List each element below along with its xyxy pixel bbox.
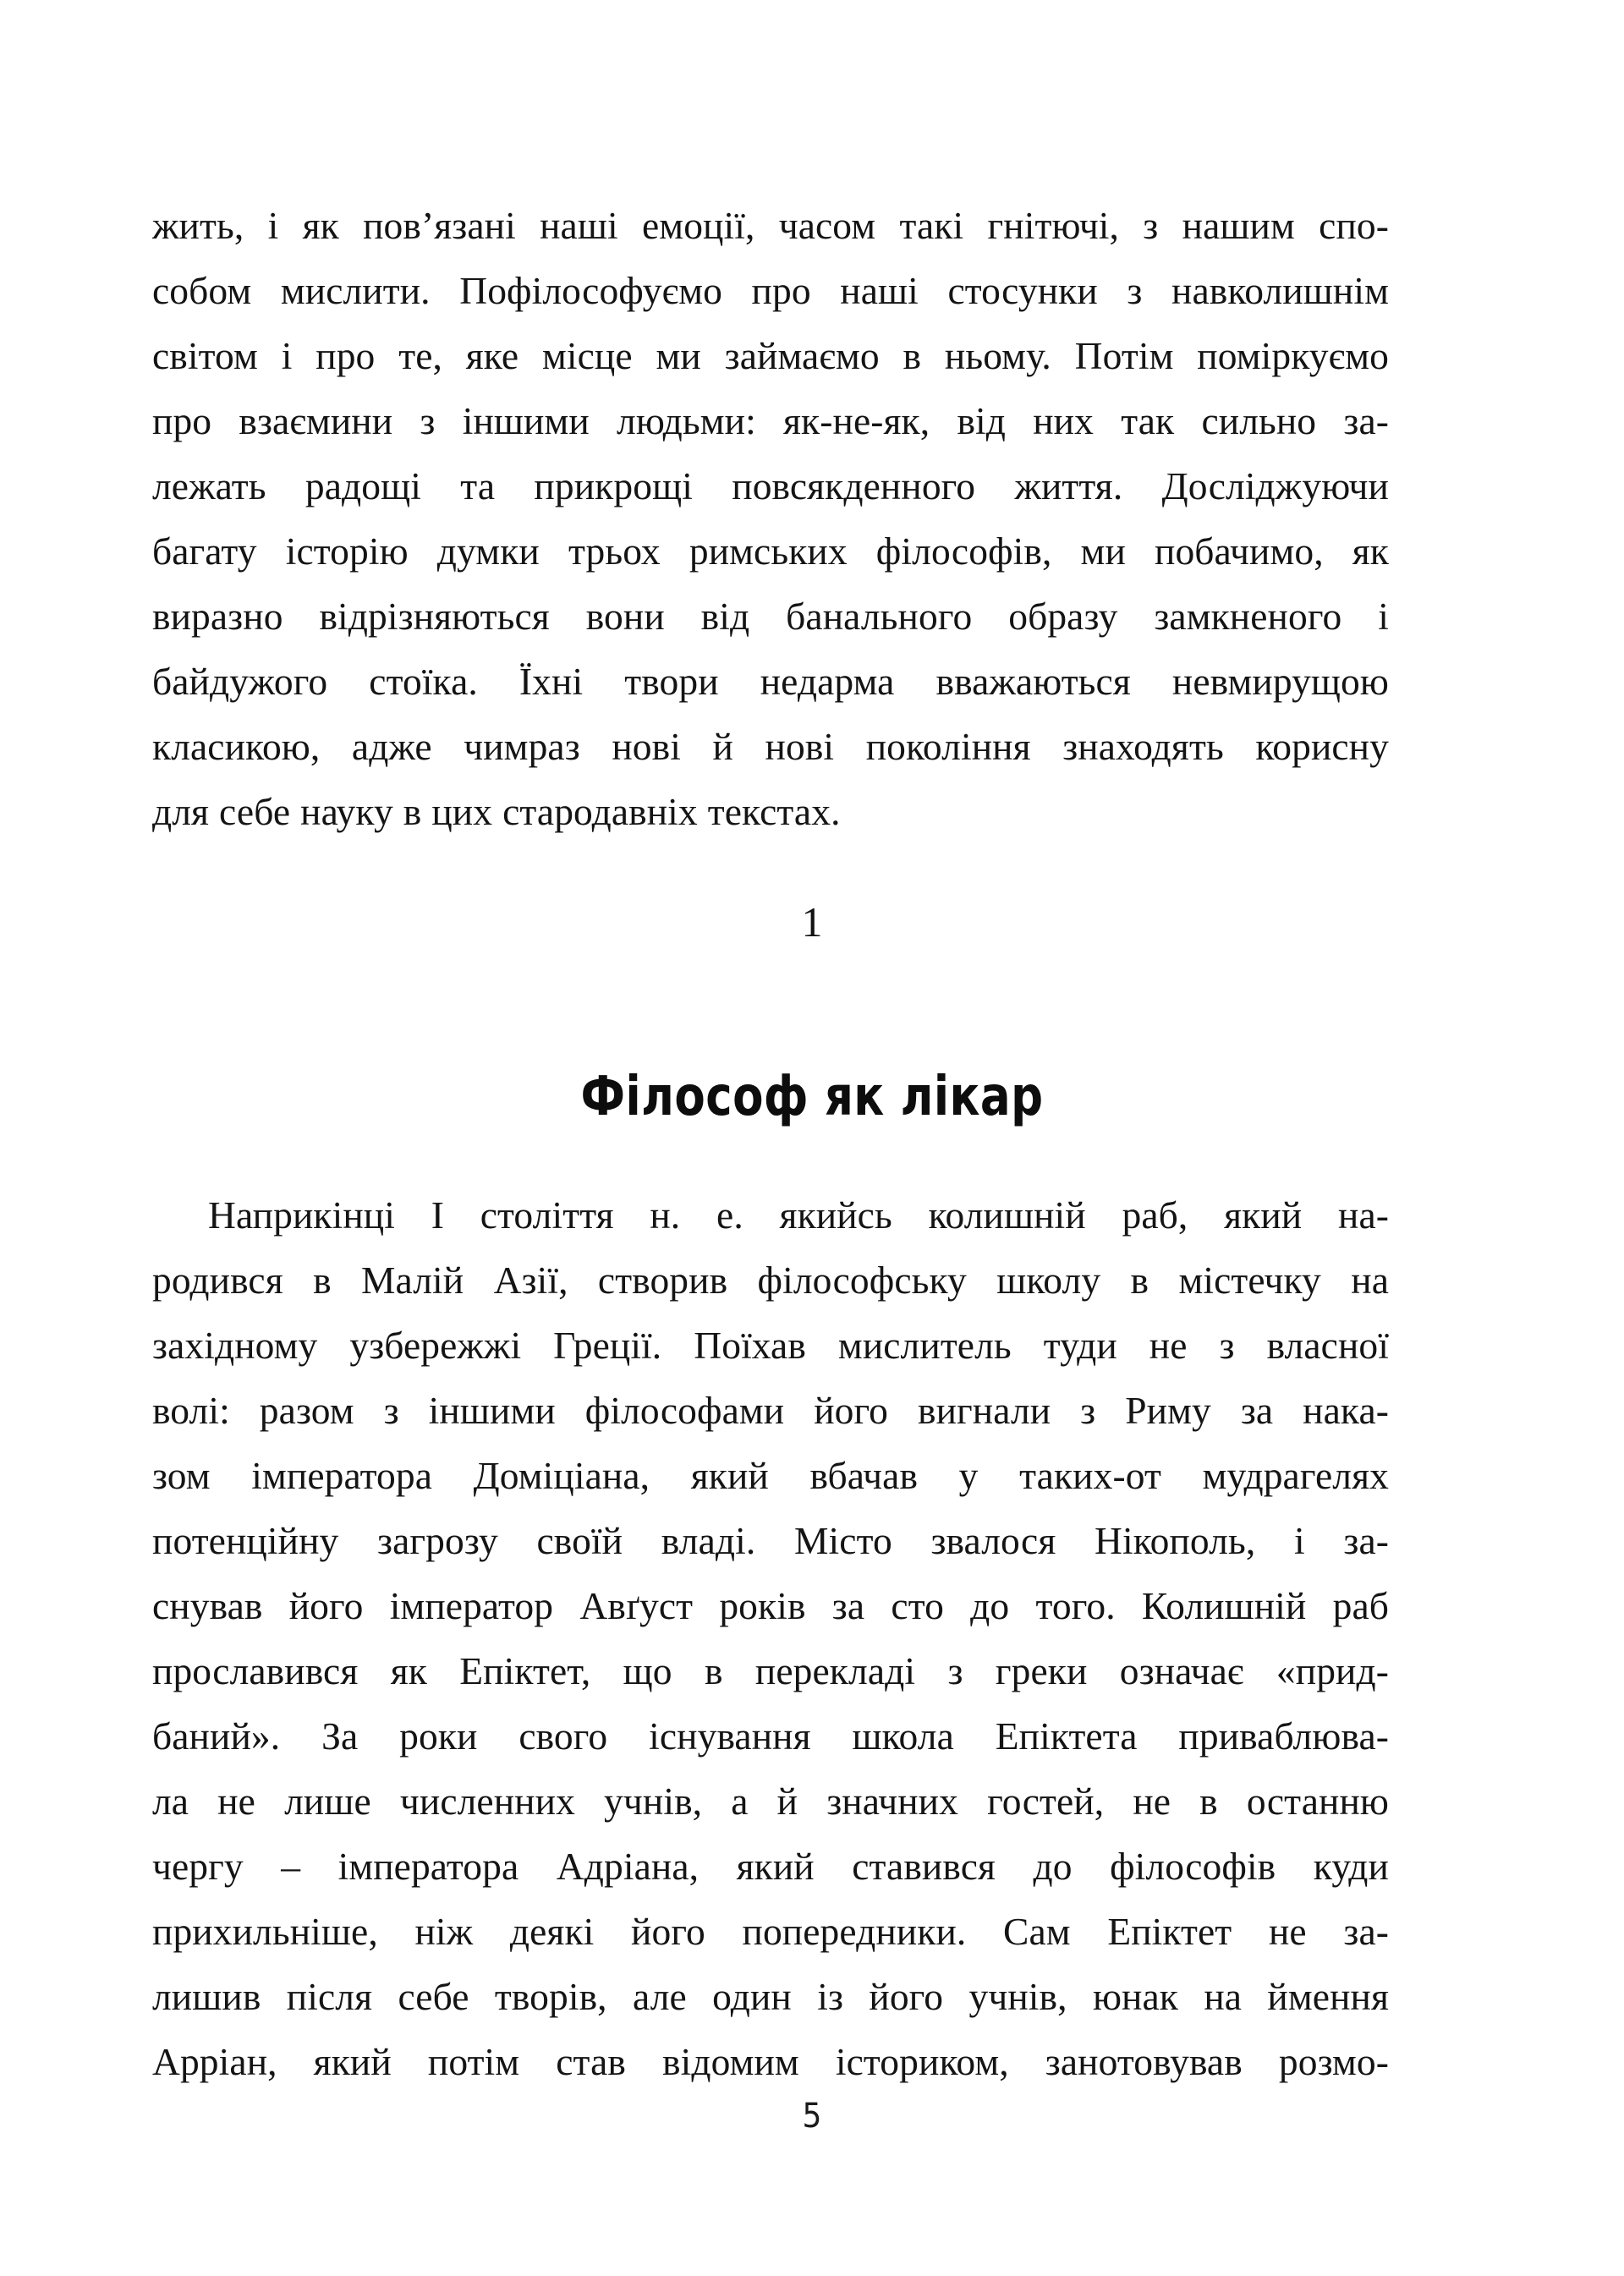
paragraph-line: баний». За роки свого існування школа Епіктета приваблюва-	[152, 1714, 1389, 1758]
paragraph-line: байдужого стоїка. Їхні твори недарма вважаються невмирущою	[152, 660, 1389, 703]
paragraph-line-first-text: Наприкінці I століття н. е. якийсь колишній раб, який на-	[208, 1193, 1389, 1237]
chapter-number: 1	[801, 898, 823, 946]
paragraph-line: світом і про те, яке місце ми займаємо в ньому. Потім поміркуємо	[152, 334, 1389, 377]
chapter-title: Філософ як лікар	[580, 1065, 1044, 1128]
paragraph-line: лежать радощі та прикрощі повсякденного життя. Досліджуючи	[152, 464, 1389, 507]
paragraph-line: потенційну загрозу своїй владі. Місто звалося Нікополь, і за-	[152, 1519, 1389, 1562]
paragraph-line: західному узбережжі Греції. Поїхав мислитель туди не з власної	[152, 1324, 1389, 1367]
paragraph-line: жить, і як пов’язані наші емоції, часом такі гнітючі, з нашим спо-	[152, 204, 1389, 247]
paragraph-line: лишив після себе творів, але один із його учнів, юнак на ймення	[152, 1975, 1389, 2018]
paragraph-line: ла не лише численних учнів, а й значних гостей, не в останню	[152, 1780, 1389, 1823]
paragraph-line: волі: разом з іншими філософами його вигнали з Риму за нака-	[152, 1389, 1389, 1432]
paragraph-line: родився в Малій Азії, створив філософську школу в містечку на	[152, 1259, 1389, 1302]
paragraph-line: Арріан, який потім став відомим істориком, занотовував розмо-	[152, 2040, 1389, 2083]
paragraph-line: для себе науку в цих стародавніх текстах.	[152, 790, 841, 833]
paragraph-line: класикою, адже чимраз нові й нові покоління знаходять корисну	[152, 725, 1389, 768]
continued-paragraph	[152, 193, 1389, 844]
paragraph-line: про взаємини з іншими людьми: як-не-як, від них так сильно за-	[152, 399, 1389, 442]
paragraph-line: собом мислити. Пофілософуємо про наші стосунки з навколишнім	[152, 269, 1389, 312]
page-number: 5	[802, 2097, 822, 2136]
paragraph-line: зом імператора Доміціана, який вбачав у таких-от мудрагелях	[152, 1454, 1389, 1497]
paragraph-line: чергу – імператора Адріана, який ставився до філософів куди	[152, 1845, 1389, 1888]
paragraph-line: багату історію думки трьох римських філософів, ми побачимо, як	[152, 529, 1389, 573]
paragraph-line: прославився як Епіктет, що в перекладі з греки означає «прид-	[152, 1649, 1389, 1692]
paragraph-line: снував його імператор Авґуст років за сто до того. Колишній раб	[152, 1584, 1389, 1627]
paragraph-line-first	[152, 1182, 1389, 1248]
chapter-body-paragraph	[152, 1182, 1389, 2094]
paragraph-line: виразно відрізняються вони від банального образу замкненого і	[152, 595, 1389, 638]
paragraph-line: прихильніше, ніж деякі його попередники. Сам Епіктет не за-	[152, 1910, 1389, 1953]
